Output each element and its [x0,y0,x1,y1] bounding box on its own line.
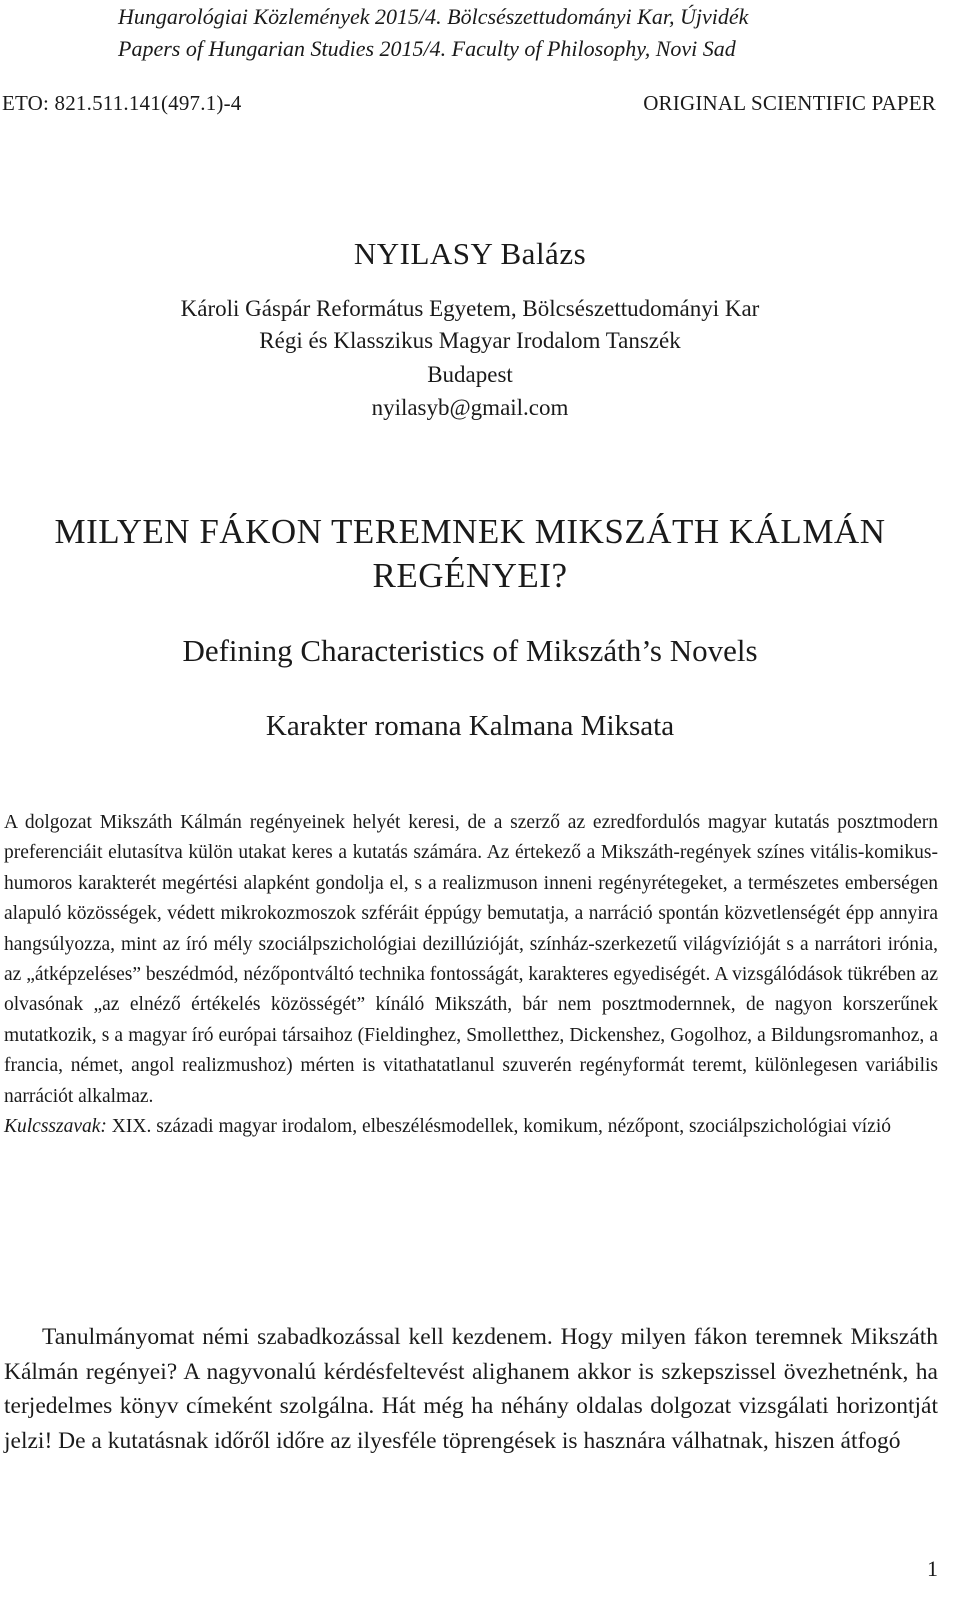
article-title-english: Defining Characteristics of Mikszáth’s Novels [182,633,758,668]
author-name: NYILASY Balázs [353,236,587,271]
author-affiliation-university: Károli Gáspár Református Egyetem, Bölcsészettudományi Kar [180,296,760,321]
author-affiliation-department: Régi és Klasszikus Magyar Irodalom Tanszék [259,328,681,353]
article-title-line-1: MILYEN FÁKON TEREMNEK MIKSZÁTH KÁLMÁN [54,512,886,551]
author-email: nyilasyb@gmail.com [371,395,569,420]
keywords-list: XIX. századi magyar irodalom, elbeszélésmodellek, komikum, nézőpont, szociálpszichológiai vízió [106,1116,892,1138]
body-paragraph: Tanulmányomat némi szabadkozással kell kezdenem. Hogy milyen fákon teremnek Mikszáth Kálmán regényei? A nagyvonalú kérdésfeltevést alighanem akkor is szkepszissel övezhetnénk, ha terjedelmes könyv címeként szolgálna. Hát még ha néhány oldalas dolgozat vizsgálati horizontját jelzi! De a kutatásnak időről időre az ilyesféle töprengések is hasznára válhatnak, hiszen átfogó [4,1324,938,1454]
keywords-label: Kulcsszavak: [4,1116,107,1138]
udc-code: ETO: 821.511.141(497.1)-4 [2,91,242,115]
article-title-line-2: REGÉNYEI? [372,556,568,595]
abstract-text: A dolgozat Mikszáth Kálmán regényeinek helyét keresi, de a szerző az ezredfordulós magyar kutatás posztmodern preferenciáit elutasítva külön utakat keres a kutatás számára. Az értekező a Mikszáth-regények színes vitális-komikus-humoros karakterét megértési alapként gondolja el, s a realizmuson inneni regényrétegeket, a természetes emberségen alapuló közösségek, védett mikrokozmoszok szféráit éppúgy bemutatja, a narráció spontán közvetlenségét épp annyira hangsúlyozza, mint az író mély szociálpszichológiai dezillúzióját, színház-szerkezetű világvízióját s a narrátori irónia, az „átképzeléses” beszédmód, nézőpontváltó technika fontosságát, karakteres egyediségét. A vizsgálódások tükrében az olvasónak „az elnéző értékelés közösségét” kínáló Mikszáth, bár nem posztmodernnek, de nagyon korszerűnek mutatkozik, s a magyar író európai társaihoz (Fieldinghez, Smolletthez, Dickenshez, Gogolhoz, a Bildungsromanhoz, a francia, német, angol realizmushoz) mérten is vitathatatlanul szuverén regényformát teremt, különlegesen variábilis narrációt alkalmaz. [4,812,938,1107]
page-number: 1 [927,1556,938,1581]
journal-header-english: Papers of Hungarian Studies 2015/4. Faculty of Philosophy, Novi Sad [118,36,736,61]
article-title-serbian: Karakter romana Kalmana Miksata [265,710,675,742]
abstract [4,808,938,1142]
author-city: Budapest [427,362,513,387]
paper-type: ORIGINAL SCIENTIFIC PAPER [643,91,936,115]
journal-header-hungarian: Hungarológiai Közlemények 2015/4. Bölcsészettudományi Kar, Újvidék [118,4,749,29]
keywords [4,1112,938,1142]
article-title-hungarian [0,510,940,598]
